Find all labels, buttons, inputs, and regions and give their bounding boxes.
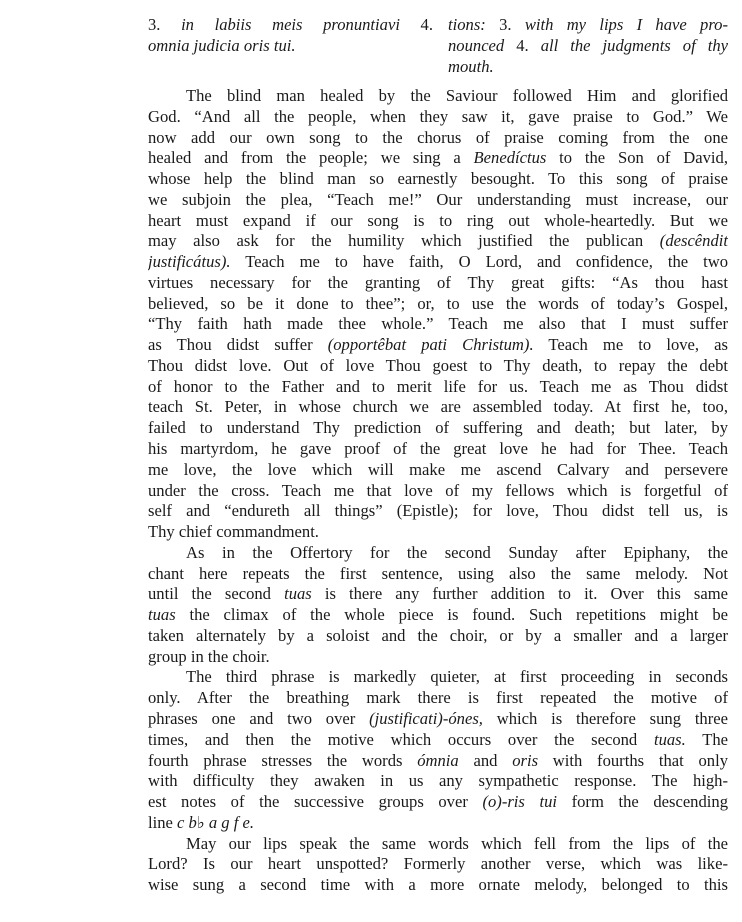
text-line (148, 460, 728, 481)
text-run: virtues necessary for the granting of Thy great gifts: “As thou hast (148, 272, 728, 292)
latin-line (148, 35, 433, 56)
italic-text: oris (512, 750, 539, 770)
text-run: which is therefore sung three (482, 708, 728, 728)
text-run: to the Son of David, (546, 148, 728, 168)
text-line (148, 128, 728, 149)
text-run: The blind man healed by the Saviour followed Him and glorified (186, 86, 728, 105)
text-run: self and “endureth all things” (Epistle); for love, Thou didst tell us, is (148, 501, 728, 521)
italic-text: (justificati)-ónes, (369, 708, 483, 728)
italic-text: with my lips I have pro- (524, 15, 728, 34)
text-run: as Thou didst suffer (148, 335, 328, 355)
text-line (148, 751, 728, 772)
text-run: chant here repeats the first sentence, using also the same melody. Not (148, 563, 728, 583)
text-run: May our lips speak the same words which fell from the lips of the (186, 833, 728, 853)
text-line (148, 377, 728, 398)
english-line (448, 14, 728, 35)
text-run: form the descending (557, 792, 728, 812)
text-line (148, 709, 728, 730)
text-line (148, 397, 728, 418)
text-run: failed to understand Thy prediction of suffering and death; but later, by (148, 418, 728, 438)
text-run: his martyrdom, he gave proof of the great love he had for Thee. Teach (148, 439, 728, 459)
text-run: now add our own song to the chorus of praise coming from the one (148, 127, 728, 147)
text-run: may also ask for the humility which justified the publican (148, 231, 660, 251)
text-line (148, 169, 728, 190)
text-line (148, 647, 728, 668)
text-run: group in the choir. (148, 646, 270, 666)
text-run: “Thy faith hath made thee whole.” Teach me also that I must suffer (148, 314, 728, 334)
text-run: with fourths that only (538, 750, 728, 770)
text-run: phrases one and two over (148, 708, 370, 728)
text-run: is there any further addition to it. Over this same (311, 584, 728, 604)
text-run: times, and then the motive which occurs over the second (148, 729, 654, 749)
text-line (148, 522, 728, 543)
commentary-body (148, 86, 728, 896)
italic-text: tuas. (653, 729, 686, 749)
text-run: Thou didst love. Out of love Thou goest to Thy death, to repay the debt (148, 355, 728, 375)
text-run: with difficulty they awaken in us any sympathetic response. The high- (148, 771, 728, 791)
italic-text: nounced (448, 36, 517, 55)
text-line (148, 314, 728, 335)
text-run: until the second (148, 584, 285, 604)
text-run: The third phrase is markedly quieter, at first proceeding in seconds (186, 667, 728, 687)
text-run: God. “And all the people, when they saw it, gave praise to God.” We (148, 106, 728, 126)
text-line (148, 730, 728, 751)
text-run: heart must expand if our song is to ring out whole-heartedly. But we (148, 210, 728, 230)
italic-text: in labiis meis pronuntiavi (181, 15, 421, 34)
italic-text: justificátus). (148, 252, 231, 272)
text-run: the climax of the whole piece is found. Such repetitions might be (175, 605, 728, 625)
text-run: 3. (148, 15, 182, 34)
text-run: line (148, 812, 178, 832)
text-line (148, 252, 728, 273)
text-line (148, 834, 728, 855)
text-run: 3. (499, 15, 525, 34)
text-run: Teach me to love, as (533, 335, 728, 355)
text-run: fourth phrase stresses the words (148, 750, 418, 770)
text-run: As in the Offertory for the second Sunday after Epiphany, the (186, 542, 728, 562)
text-line (148, 439, 728, 460)
text-run: and (458, 750, 513, 770)
verse-header (148, 14, 728, 84)
text-line (148, 564, 728, 585)
latin-line (148, 14, 433, 35)
text-line (148, 148, 728, 169)
italic-text: omnia judicia oris tui. (148, 36, 296, 55)
english-line (448, 35, 728, 56)
text-run: we subjoin the plea, “Teach me!” Our understanding must increase, our (148, 189, 728, 209)
text-line (148, 190, 728, 211)
text-line (148, 813, 728, 834)
text-line (148, 481, 728, 502)
text-line (148, 356, 728, 377)
text-run: Teach me to have faith, O Lord, and confidence, the two (230, 252, 728, 272)
text-line (148, 543, 728, 564)
text-line (148, 771, 728, 792)
text-run: taken alternately by a soloist and the choir, or by a smaller and a larger (148, 625, 728, 645)
text-run: 4. (420, 15, 433, 34)
text-run: Lord? Is our heart unspotted? Formerly another verse, which was like- (148, 854, 728, 874)
text-run: 4. (516, 36, 541, 55)
text-line (148, 107, 728, 128)
text-line (148, 626, 728, 647)
text-line (148, 605, 728, 626)
text-line (148, 584, 728, 605)
text-run: The (685, 729, 728, 749)
text-line (148, 501, 728, 522)
text-line (148, 792, 728, 813)
text-run: teach St. Peter, in whose church we are assembled today. At first he, too, (148, 397, 728, 417)
english-verse-column (448, 14, 728, 77)
english-line (448, 56, 728, 77)
italic-text: tuas (284, 584, 312, 604)
text-run: wise sung a second time with a more ornate melody, belonged to this (148, 875, 728, 895)
italic-text: (o)-ris tui (482, 792, 557, 812)
text-run: healed and from the people; we sing a (148, 148, 474, 168)
text-line (148, 231, 728, 252)
text-run: Thy chief commandment. (148, 522, 319, 542)
text-line (148, 86, 728, 107)
italic-text: all the judgments of thy (540, 36, 728, 55)
text-run: under the cross. Teach me that love of my fellows which is forgetful of (148, 480, 728, 500)
text-run: est notes of the successive groups over (148, 792, 483, 812)
italic-text: tuas (148, 605, 176, 625)
text-line (148, 273, 728, 294)
italic-text: (descêndit (659, 231, 728, 251)
latin-verse-column (148, 14, 433, 56)
italic-text: Benedíctus (473, 148, 547, 168)
text-line (148, 211, 728, 232)
text-run: me love, the love which will make me ascend Calvary and persevere (148, 459, 728, 479)
text-line (148, 418, 728, 439)
text-line (148, 875, 728, 896)
text-line (148, 335, 728, 356)
text-run: of honor to the Father and to merit life for us. Teach me as Thou didst (148, 376, 728, 396)
text-line (148, 667, 728, 688)
text-run: believed, so be it done to thee”; or, to use the words of today’s Gospel, (148, 293, 728, 313)
text-line (148, 294, 728, 315)
text-run: whose help the blind man so earnestly besought. To this song of praise (148, 169, 728, 189)
text-run: only. After the breathing mark there is first repeated the motive of (148, 688, 728, 708)
italic-text: mouth. (448, 57, 494, 76)
text-line (148, 688, 728, 709)
italic-text: (opportêbat pati Christum). (327, 335, 534, 355)
text-line (148, 854, 728, 875)
italic-text: ómnia (417, 750, 459, 770)
italic-text: tions: (448, 15, 500, 34)
italic-text: c b♭ a g f e. (177, 812, 254, 832)
